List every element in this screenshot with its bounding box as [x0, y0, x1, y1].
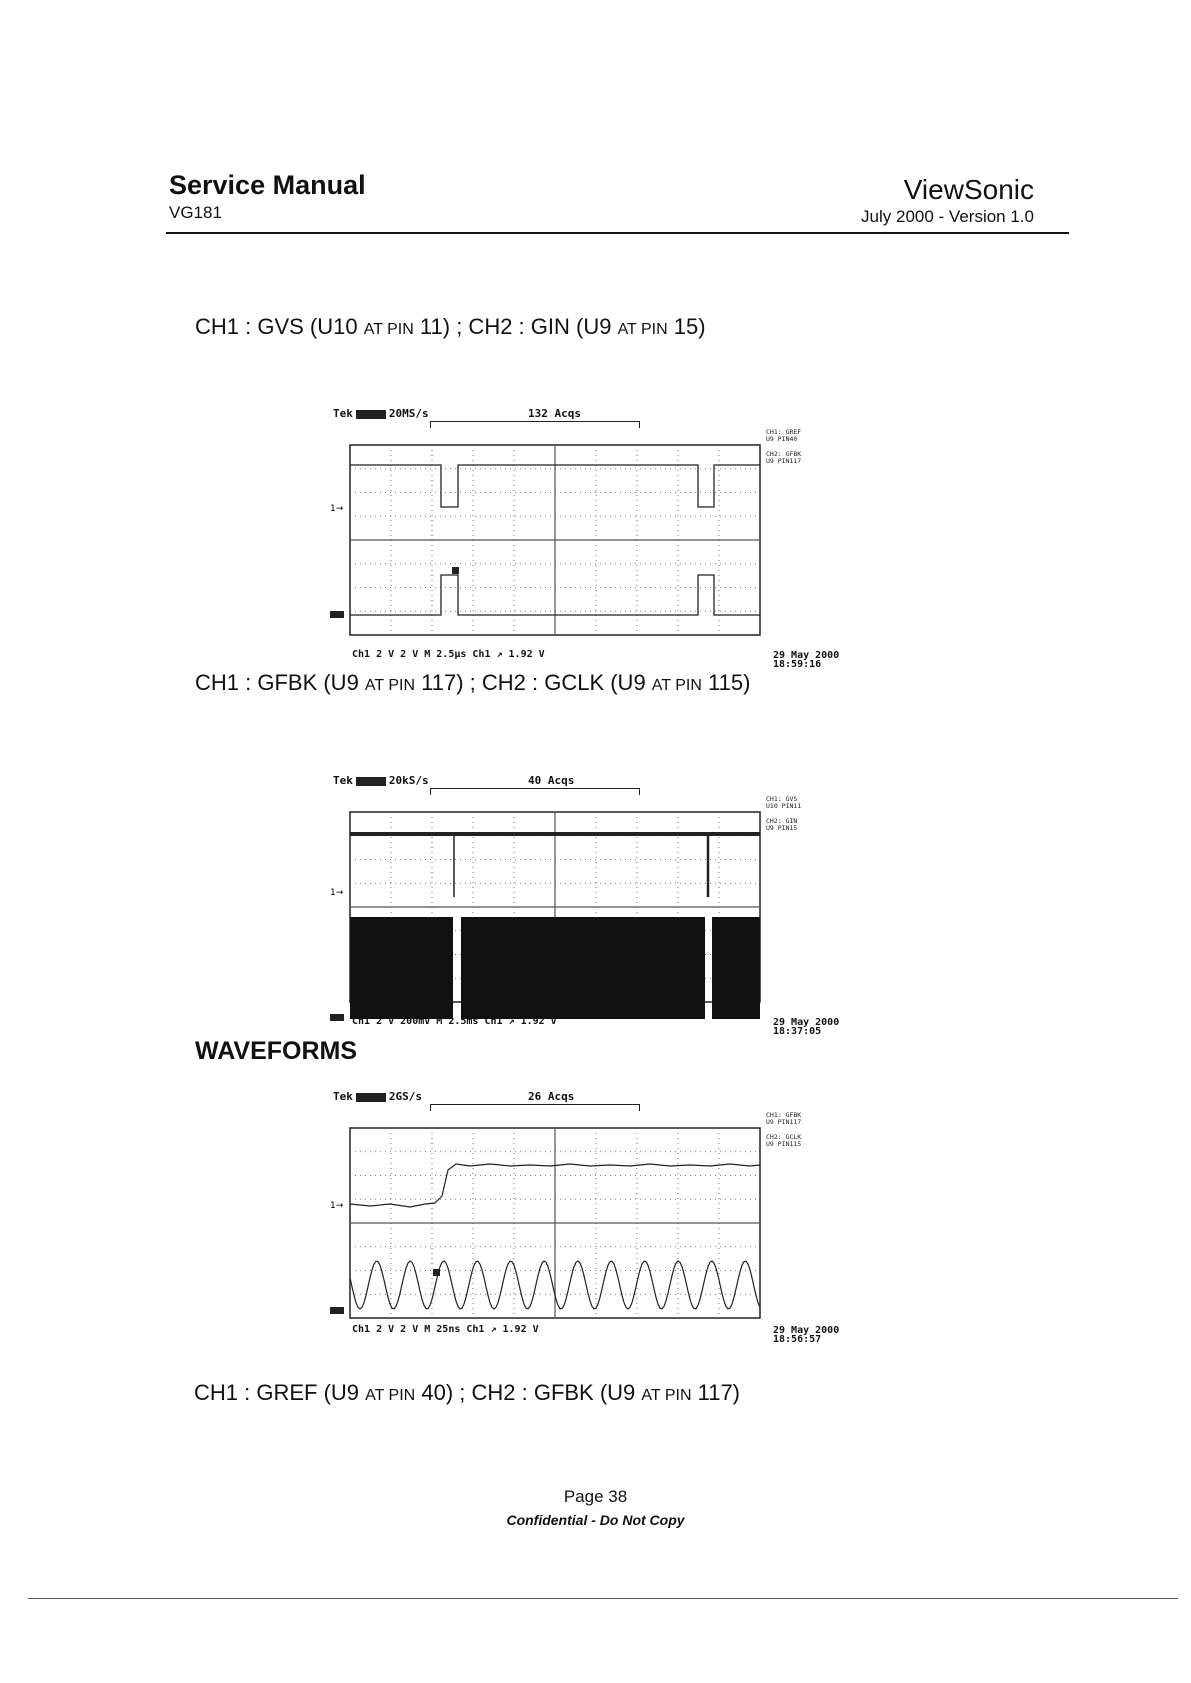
svg-text:1→: 1→	[330, 504, 344, 514]
caption-gfbk-gclk: CH1 : GFBK (U9 AT PIN 117) ; CH2 : GCLK (U9 AT PIN 115)	[195, 670, 751, 695]
oscilloscope-trace-2: Tek 20kS/s 40 Acqs 1→ CH1: GVS U10 PIN11 CH2: GIN U9 PIN15 Ch1 2 V 200mV M 2.5ms Ch1 ↗ 1.92 V 29 May 2000 18:37:05	[330, 774, 840, 1037]
header-rule	[166, 232, 1069, 234]
page-number: Page 38	[563, 1487, 628, 1506]
confidential-notice: Confidential - Do Not Copy	[506, 1512, 685, 1528]
scope-screen-2	[330, 792, 770, 1022]
manual-title: Service Manual	[169, 170, 366, 200]
oscilloscope-trace-1: Tek 20MS/s 132 Acqs 1→ CH1: GREF U9 PIN40 CH2: GFBK U9 PIN117 Ch1 2 V 2 V M 2.5µs Ch1 ↗ 1.92 V 29 May 2000 18:59:16	[330, 407, 840, 670]
oscilloscope-trace-3: Tek 2GS/s 26 Acqs 1→ CH1: GFBK U9 PIN117 CH2: GCLK U9 PIN115 Ch1 2 V 2 V M 25ns Ch1 ↗ 1.92 V 29 May 2000 18:56:57	[330, 1090, 840, 1345]
svg-text:1→: 1→	[330, 1201, 344, 1211]
model-number: VG181	[169, 203, 222, 222]
footer-rule	[28, 1598, 1178, 1599]
caption-gref-gfbk: CH1 : GREF (U9 AT PIN 40) ; CH2 : GFBK (U9 AT PIN 117)	[194, 1380, 741, 1405]
scope-screen-3	[330, 1108, 770, 1338]
scope-screen-1	[330, 425, 770, 655]
svg-text:1→: 1→	[330, 888, 344, 898]
brand-name: ViewSonic	[903, 174, 1034, 205]
date-version: July 2000 - Version 1.0	[861, 207, 1034, 226]
section-heading: WAVEFORMS	[195, 1037, 358, 1065]
caption-gvs-gin: CH1 : GVS (U10 AT PIN 11) ; CH2 : GIN (U9 AT PIN 15)	[195, 314, 706, 339]
